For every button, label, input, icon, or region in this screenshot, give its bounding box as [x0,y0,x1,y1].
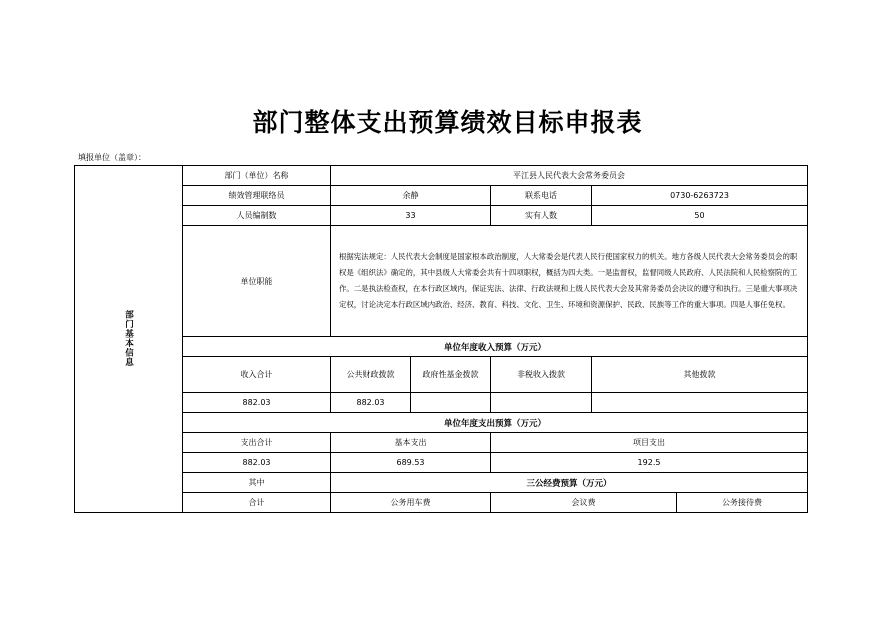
phone-label: 联系电话 [491,186,592,206]
contact-person-label: 绩效管理联络员 [183,186,331,206]
income-header: 非税收入拨款 [491,357,592,393]
three-public-header: 合计 [183,493,331,513]
income-header: 其他拨款 [592,357,808,393]
three-public-section-title: 三公经费预算（万元） [331,473,808,493]
side-label-cell [75,166,183,513]
row-duty [75,226,808,337]
of-which-label: 其中 [183,473,331,493]
three-public-header: 公务用车费 [331,493,491,513]
page-title: 部门整体支出预算绩效目标申报表 [252,108,643,137]
actual-staff-label: 实有人数 [491,206,592,226]
expense-value: 192.5 [491,453,808,473]
income-header: 政府性基金拨款 [411,357,491,393]
expense-value: 689.53 [331,453,491,473]
row-expense-title [75,413,808,433]
three-public-header: 公务接待费 [677,493,808,513]
filler-unit-label: 填报单位（盖章）： [78,153,146,162]
income-header: 收入合计 [183,357,331,393]
income-header: 公共财政拨款 [331,357,411,393]
unit-name-value: 平江县人民代表大会常务委员会 [331,166,808,186]
duty-text: 根据宪法规定：人民代表大会制度是国家根本政治制度，人大常委会是代表人民行使国家权力的机关。地方各级人民代表大会常务委员会的职权是《组织法》确定的，其中县级人大常委会共有十四项职权，概括为四大类。一是监督权，监督同级人民政府、人民法院和人民检察院的工作。二是执法检查权，在本行政区域内，保证宪法、法律、行政法规和上级人民代表大会及其常务委员会决议的遵守和执行。三是重大事项决定权，讨论决定本行政区域内政治、经济、教育、科技、文化、卫生、环境和资源保护、民政、民族等工作的重大事项。四是人事任免权。 [331,226,808,337]
unit-name-label: 部门（单位）名称 [183,166,331,186]
income-section-title: 单位年度收入预算（万元） [183,337,808,357]
row-staff [75,206,808,226]
phone-value: 0730-6263723 [592,186,808,206]
row-income-title [75,337,808,357]
row-three-public-title [75,473,808,493]
income-value: 882.03 [183,393,331,413]
duty-label: 单位职能 [183,226,331,337]
row-three-public-headers [75,493,808,513]
income-value: 882.03 [331,393,411,413]
contact-person-value: 余静 [331,186,491,206]
expense-section-title: 单位年度支出预算（万元） [183,413,808,433]
income-value [491,393,592,413]
expense-header: 支出合计 [183,433,331,453]
expense-value: 882.03 [183,453,331,473]
expense-header: 基本支出 [331,433,491,453]
income-value [411,393,491,413]
expense-header: 项目支出 [491,433,808,453]
row-income-values [75,393,808,413]
three-public-header: 会议费 [491,493,677,513]
budget-form-table [74,165,808,513]
staff-quota-label: 人员编制数 [183,206,331,226]
staff-quota-value: 33 [331,206,491,226]
row-income-headers [75,357,808,393]
row-contact [75,186,808,206]
row-unit-name [75,166,808,186]
income-value [592,393,808,413]
row-expense-headers [75,433,808,453]
actual-staff-value: 50 [592,206,808,226]
row-expense-values [75,453,808,473]
side-label: 部门基本信息 [123,309,134,367]
